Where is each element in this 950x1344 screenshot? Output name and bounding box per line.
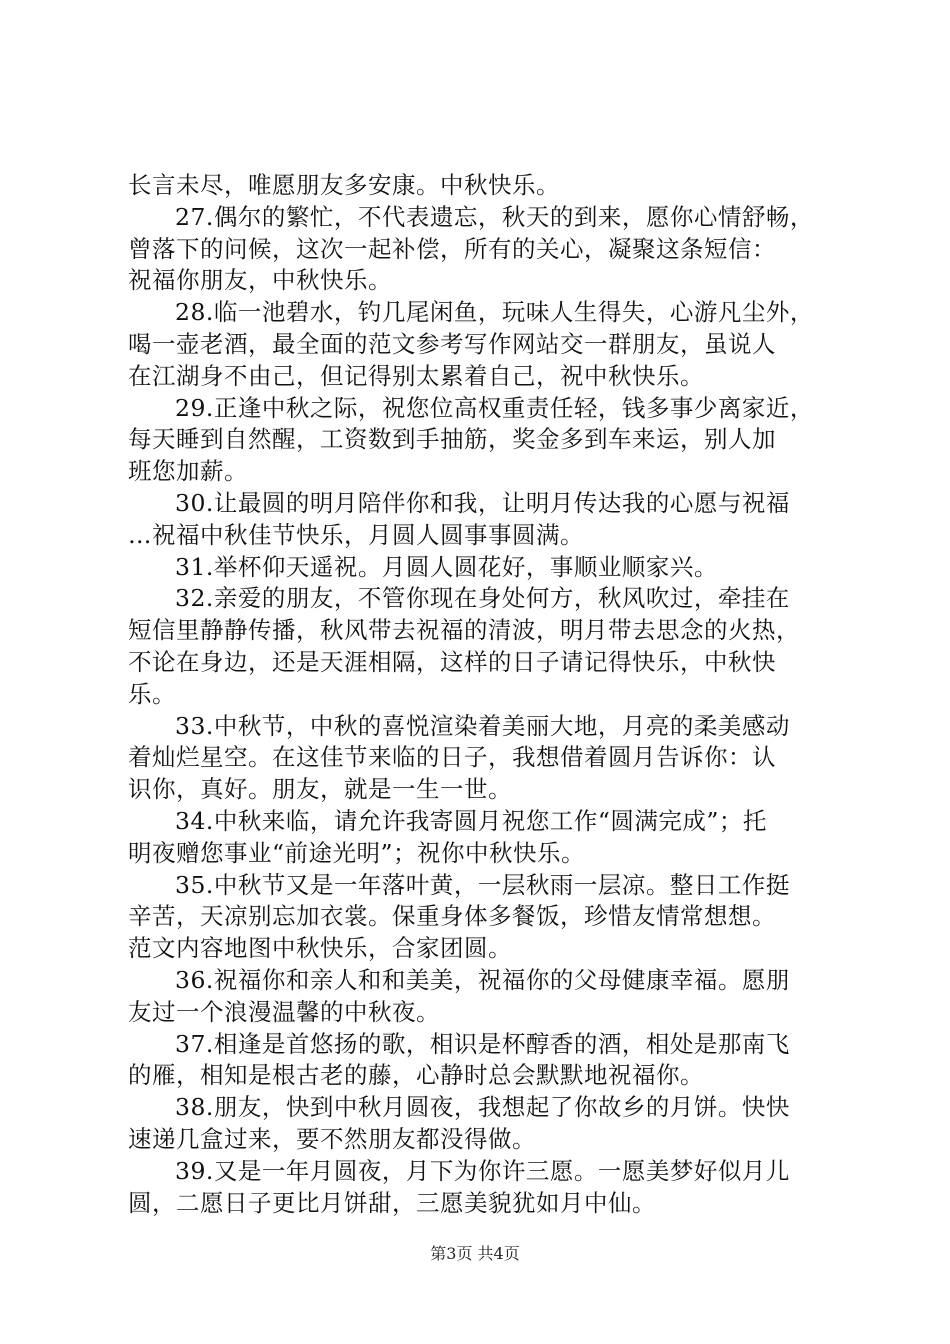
text-line: 短信里静静传播，秋风带去祝福的清波，明月带去思念的火热，	[128, 616, 800, 645]
text-line: 祝福你朋友，中秋快乐。	[128, 266, 392, 295]
text-line: 明夜赠您事业“前途光明”；祝你中秋快乐。	[128, 838, 586, 867]
text-line: 的雁，相知是根古老的藤，心静时总会默默地祝福你。	[128, 1061, 704, 1090]
text-line: 36.祝福你和亲人和和美美，祝福你的父母健康幸福。愿朋	[175, 965, 790, 994]
text-line: 曾落下的问候，这次一起补偿，所有的关心，凝聚这条短信：	[128, 234, 776, 263]
text-line: 速递几盒过来，要不然朋友都没得做。	[128, 1124, 536, 1153]
text-line: 34.中秋来临，请允许我寄圆月祝您工作“圆满完成”；托	[175, 806, 767, 835]
text-line: 友过一个浪漫温馨的中秋夜。	[128, 997, 440, 1026]
text-line: 班您加薪。	[128, 457, 248, 486]
text-line: 39.又是一年月圆夜，月下为你许三愿。一愿美梦好似月儿	[175, 1156, 790, 1185]
text-line: 30.让最圆的明月陪伴你和我，让明月传达我的心愿与祝福	[175, 488, 790, 517]
document-body	[128, 170, 838, 1219]
text-line: 乐。	[128, 679, 176, 708]
text-line: 范文内容地图中秋快乐，合家团圆。	[128, 934, 512, 963]
text-line: 在江湖身不由己，但记得别太累着自己，祝中秋快乐。	[128, 361, 704, 390]
text-line: 着灿烂星空。在这佳节来临的日子，我想借着圆月告诉你：认	[128, 743, 776, 772]
text-line: 不论在身边，还是天涯相隔，这样的日子请记得快乐，中秋快	[128, 647, 776, 676]
text-line: 28.临一池碧水，钓几尾闲鱼，玩味人生得失，心游凡尘外，	[175, 298, 814, 327]
text-line: 喝一壶老酒，最全面的范文参考写作网站交一群朋友，虽说人	[128, 329, 776, 358]
text-line: 38.朋友，快到中秋月圆夜，我想起了你故乡的月饼。快快	[175, 1093, 790, 1122]
text-line: …祝福中秋佳节快乐，月圆人圆事事圆满。	[128, 520, 584, 549]
text-line: 识你，真好。朋友，就是一生一世。	[128, 775, 512, 804]
text-line: 29.正逢中秋之际，祝您位高权重责任轻，钱多事少离家近，	[175, 393, 814, 422]
page-number: 第3页 共4页	[430, 1244, 520, 1263]
text-line: 35.中秋节又是一年落叶黄，一层秋雨一层凉。整日工作挺	[175, 870, 790, 899]
text-line: 27.偶尔的繁忙，不代表遗忘，秋天的到来，愿你心情舒畅，	[175, 202, 814, 231]
text-line: 圆，二愿日子更比月饼甜，三愿美貌犹如月中仙。	[128, 1188, 656, 1217]
text-line: 31.举杯仰天遥祝。月圆人圆花好，事顺业顺家兴。	[175, 552, 718, 581]
text-line: 每天睡到自然醒，工资数到手抽筋，奖金多到车来运，别人加	[128, 425, 776, 454]
text-line: 长言未尽，唯愿朋友多安康。中秋快乐。	[128, 171, 560, 199]
text-line: 32.亲爱的朋友，不管你现在身处何方，秋风吹过，牵挂在	[175, 584, 790, 613]
text-line: 37.相逢是首悠扬的歌，相识是杯醇香的酒，相处是那南飞	[175, 1029, 790, 1058]
text-line: 辛苦，天凉别忘加衣裳。保重身体多餐饭，珍惜友情常想想。	[128, 902, 776, 931]
text-line: 33.中秋节，中秋的喜悦渲染着美丽大地，月亮的柔美感动	[175, 711, 790, 740]
